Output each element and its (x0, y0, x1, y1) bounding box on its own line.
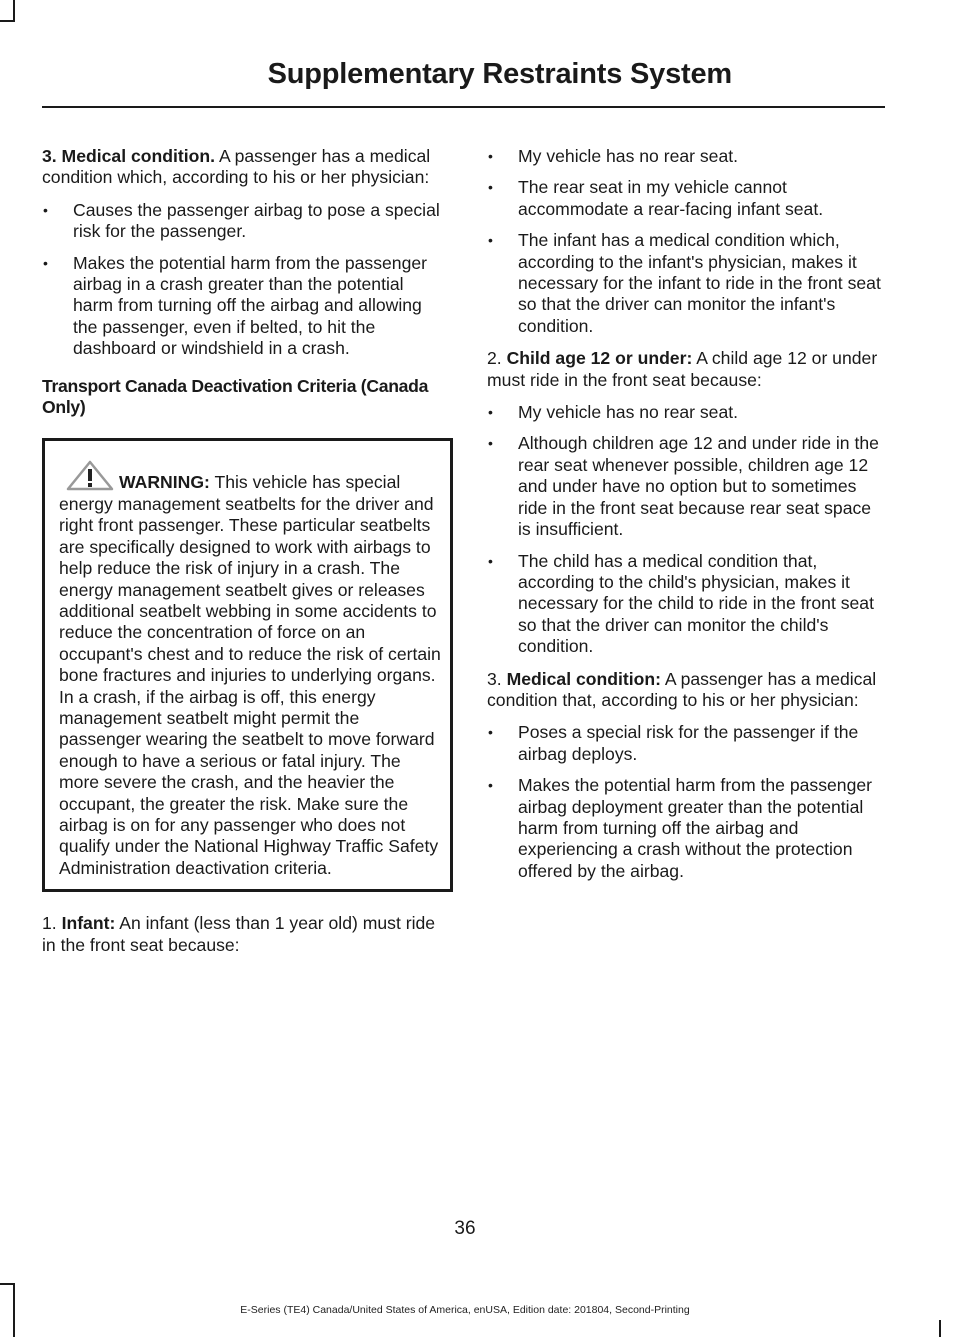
left-column (42, 146, 447, 967)
list-item: • My vehicle has no rear seat. (487, 146, 882, 167)
child-list (487, 402, 882, 657)
warning-triangle-icon (65, 459, 115, 491)
list-item: • Causes the passenger airbag to pose a special risk for the passenger. (42, 200, 447, 243)
header-divider (42, 106, 885, 108)
list-item: • The child has a medical condition that, according to the child's physician, makes it necessary for the child to ride in the front seat so that the driver can monitor the child's condition. (487, 551, 882, 658)
infant-paragraph: 1. Infant: An infant (less than 1 year old) must ride in the front seat because: (42, 913, 436, 955)
warning-box (42, 438, 453, 892)
list-item: • Makes the potential harm from the passenger airbag deployment greater than the potential harm from turning off the airbag and experiencing a crash without the protection offered by the airbag. (487, 775, 882, 882)
medical-paragraph: 3. Medical condition: A passenger has a medical condition that, according to his or her physician: (487, 668, 877, 710)
page-number: 36 (454, 1218, 476, 1239)
medical-list (487, 722, 882, 882)
list-item: • Poses a special risk for the passenger if the airbag deploys. (487, 722, 882, 765)
list-item: • Although children age 12 and under ride in the rear seat whenever possible, children age 12 and under have no option but to sometimes ride in the front seat because rear seat space is insufficient. (487, 433, 882, 540)
crop-mark (0, 20, 15, 22)
infant-list (487, 146, 882, 337)
list-item: • Makes the potential harm from the passenger airbag in a crash greater than the potential harm from turning off the airbag and allowing the passenger, even if belted, to hit the dashboard or windshield in a crash. (42, 253, 447, 360)
list-item: • My vehicle has no rear seat. (487, 402, 882, 423)
medical-condition-list (42, 200, 447, 360)
crop-mark (0, 1283, 15, 1285)
crop-mark (939, 1320, 941, 1337)
medical-condition-paragraph: 3. Medical condition. A passenger has a medical condition which, according to his or her physician: (42, 146, 431, 188)
crop-mark (13, 0, 15, 20)
medical-condition-heading: 3. Medical condition. (42, 146, 216, 166)
section-heading: Transport Canada Deactivation Criteria (Canada Only) (42, 375, 429, 418)
child-paragraph: 2. Child age 12 or under: A child age 12 or under must ride in the front seat because: (487, 348, 878, 390)
infant-heading: Infant: (61, 913, 116, 934)
warning-text: This vehicle has special energy management seatbelts for the driver and right front passenger. These particular seatbelts are specifically designed to work with airbags to help reduce the risk of injury in a crash. The energy management seatbelt gives or releases additional seatbelt webbing in some accidents to reduce the concentration of force on an occupant's chest and to reduce the risk of certain bone fractures and injuries to underlying organs. In a crash, if the airbag is off, this energy management seatbelt might permit the passenger wearing the seatbelt to move forward enough to have a serious or fatal injury. The more severe the crash, and the heavier the occupant, the greater the risk. Make sure the airbag is on for any passenger who does not qualify under the National Highway Traffic Safety Administration deactivation criteria. (59, 472, 441, 878)
child-heading: Child age 12 or under: (506, 348, 693, 369)
medical-heading: Medical condition: (506, 668, 661, 689)
list-item: • The rear seat in my vehicle cannot accommodate a rear-facing infant seat. (487, 177, 882, 220)
list-item: • The infant has a medical condition which, according to the infant's physician, makes it necessary for the infant to ride in the front seat so that the driver can monitor the infant's condition. (487, 230, 882, 337)
page-title: Supplementary Restraints System (267, 58, 732, 90)
right-column (487, 146, 882, 893)
footer-text: E-Series (TE4) Canada/United States of America, enUSA, Edition date: 201804, Second-Printing (240, 1304, 690, 1316)
warning-label: WARNING: (119, 472, 210, 493)
